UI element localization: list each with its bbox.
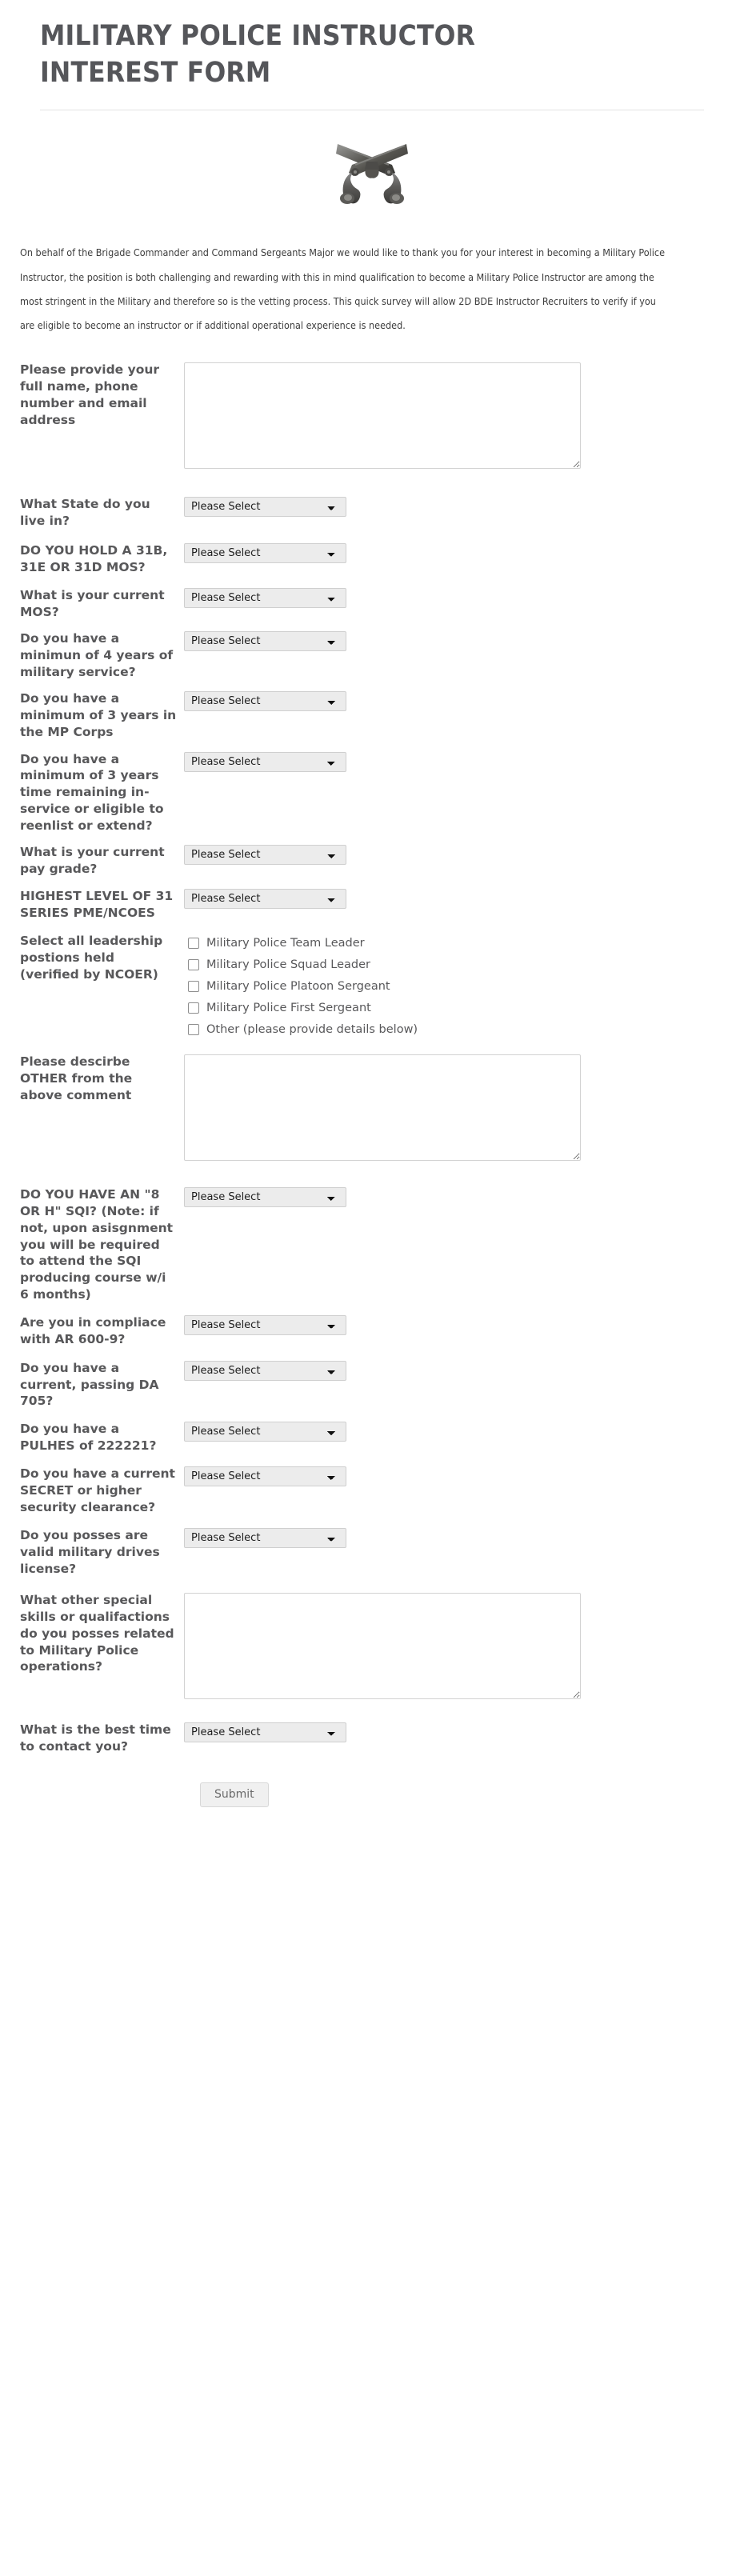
checkbox-label: Military Police First Sergeant <box>206 1001 371 1014</box>
select-best-contact-time[interactable] <box>184 1722 346 1742</box>
field-label-describe-other: Please descirbe OTHER from the above comment <box>20 1054 133 1102</box>
form-row-pme-ncoes <box>0 888 744 922</box>
field-label-special-skills: What other special skills or qualifactions do you posses related to Military Police operations? <box>20 1592 174 1674</box>
select-military-drivers-license[interactable] <box>184 1528 346 1548</box>
field-control-current-mos <box>184 587 744 608</box>
field-control-contact-info <box>184 362 744 469</box>
select-pay-grade[interactable] <box>184 845 346 865</box>
checkbox-item[interactable] <box>184 955 744 974</box>
field-label-mos-held: DO YOU HOLD A 31B, 31E OR 31D MOS? <box>20 543 168 574</box>
form-fields <box>0 362 744 1754</box>
form-row-describe-other <box>0 1054 744 1161</box>
field-control-security-clearance <box>184 1466 744 1486</box>
form-row-best-contact-time <box>0 1722 744 1755</box>
field-control-four-years-service <box>184 630 744 651</box>
form-row-three-years-remaining <box>0 751 744 834</box>
form-row-sqi-8-or-h <box>0 1186 744 1303</box>
select-da-705[interactable] <box>184 1361 346 1381</box>
form-row-special-skills <box>0 1592 744 1699</box>
field-label-da-705: Do you have a current, passing DA 705? <box>20 1360 159 1409</box>
field-label-pay-grade: What is your current pay grade? <box>20 844 165 876</box>
field-control-special-skills <box>184 1592 744 1699</box>
crossed-pistols-military-police-insignia-icon <box>320 130 424 206</box>
field-label-contact-info: Please provide your full name, phone number and email address <box>20 362 160 427</box>
field-control-pay-grade <box>184 844 744 865</box>
field-label-leadership-positions: Select all leadership postions held (verified by NCOER) <box>20 934 163 982</box>
select-three-years-mp-corps[interactable] <box>184 691 346 711</box>
field-label-three-years-remaining: Do you have a minimum of 3 years time remaining in-service or eligible to reenlist or extend? <box>20 751 164 833</box>
select-state[interactable] <box>184 497 346 517</box>
form-row-mos-held <box>0 542 744 576</box>
page-title: MILITARY POLICE INSTRUCTOR INTEREST FORM <box>40 20 476 90</box>
textarea-special-skills[interactable] <box>184 1593 581 1699</box>
field-label-state: What State do you live in? <box>20 497 150 529</box>
select-mos-held[interactable] <box>184 543 346 563</box>
checkbox-leadership-positions-4[interactable] <box>188 1024 199 1035</box>
form-row-contact-info <box>0 362 744 469</box>
form-row-current-mos <box>0 587 744 621</box>
select-sqi-8-or-h[interactable] <box>184 1187 346 1207</box>
form-row-three-years-mp-corps <box>0 690 744 741</box>
form-row-ar-600-9-compliance <box>0 1314 744 1348</box>
field-label-best-contact-time: What is the best time to contact you? <box>20 1722 171 1754</box>
form-row-military-drivers-license <box>0 1527 744 1578</box>
field-label-pme-ncoes: HIGHEST LEVEL OF 31 SERIES PME/NCOES <box>20 889 174 921</box>
field-control-ar-600-9-compliance <box>184 1314 744 1335</box>
form-row-four-years-service <box>0 630 744 681</box>
field-label-sqi-8-or-h: DO YOU HAVE AN "8 OR H" SQI? (Note: if not, upon asisgnment you will be required to attend the SQI producing course w/i 6 months) <box>20 1187 174 1302</box>
field-control-state <box>184 496 744 517</box>
field-label-four-years-service: Do you have a minimun of 4 years of military service? <box>20 631 174 680</box>
field-control-da-705 <box>184 1360 744 1381</box>
intro-paragraph: On behalf of the Brigade Commander and Command Sergeants Major we would like to thank you for your interest in becoming a Military Police Instructor, the position is both challenging and rewarding with this in mind qualification to become a Military Police Instructor are among the most stringent in the Military and therefore so is the vetting process. This quick survey will allow 2D BDE Instructor Recruiters to verify if you are eligible to become an instructor or if additional operational experience is needed. <box>20 246 665 332</box>
checkbox-leadership-positions-1[interactable] <box>188 959 199 970</box>
form-row-security-clearance <box>0 1466 744 1516</box>
form-row-pulhes <box>0 1421 744 1454</box>
checkbox-item[interactable] <box>184 977 744 996</box>
field-label-security-clearance: Do you have a current SECRET or higher security clearance? <box>20 1466 175 1514</box>
field-control-sqi-8-or-h <box>184 1186 744 1207</box>
field-control-military-drivers-license <box>184 1527 744 1548</box>
form-row-pay-grade <box>0 844 744 878</box>
select-pme-ncoes[interactable] <box>184 889 346 909</box>
field-label-pulhes: Do you have a PULHES of 222221? <box>20 1422 157 1454</box>
textarea-describe-other[interactable] <box>184 1054 581 1161</box>
field-control-pulhes <box>184 1421 744 1442</box>
form-row-da-705 <box>0 1360 744 1410</box>
field-control-mos-held <box>184 542 744 563</box>
form-row-state <box>0 496 744 530</box>
checkbox-item[interactable] <box>184 934 744 953</box>
checkbox-label: Other (please provide details below) <box>206 1022 418 1036</box>
select-three-years-remaining[interactable] <box>184 752 346 772</box>
checkbox-leadership-positions-3[interactable] <box>188 1002 199 1014</box>
field-control-leadership-positions <box>184 933 744 1039</box>
field-label-current-mos: What is your current MOS? <box>20 587 165 619</box>
checkbox-leadership-positions-2[interactable] <box>188 981 199 992</box>
select-four-years-service[interactable] <box>184 631 346 651</box>
select-security-clearance[interactable] <box>184 1466 346 1486</box>
submit-button[interactable]: Submit <box>200 1782 269 1807</box>
textarea-contact-info[interactable] <box>184 362 581 469</box>
field-control-describe-other <box>184 1054 744 1161</box>
checkbox-item[interactable] <box>184 998 744 1018</box>
field-control-three-years-remaining <box>184 751 744 772</box>
checkbox-label: Military Police Team Leader <box>206 936 365 950</box>
field-control-best-contact-time <box>184 1722 744 1742</box>
select-current-mos[interactable] <box>184 588 346 608</box>
form-row-leadership-positions <box>0 933 744 1039</box>
checkbox-group-leadership-positions <box>184 934 744 1039</box>
field-label-ar-600-9-compliance: Are you in compliace with AR 600-9? <box>20 1315 166 1346</box>
select-ar-600-9-compliance[interactable] <box>184 1315 346 1335</box>
submit-row <box>0 1782 744 1846</box>
field-label-three-years-mp-corps: Do you have a minimum of 3 years in the MP Corps <box>20 690 177 739</box>
checkbox-leadership-positions-0[interactable] <box>188 938 199 949</box>
checkbox-label: Military Police Platoon Sergeant <box>206 979 390 993</box>
select-pulhes[interactable] <box>184 1422 346 1442</box>
checkbox-item[interactable] <box>184 1020 744 1039</box>
checkbox-label: Military Police Squad Leader <box>206 958 370 971</box>
field-control-three-years-mp-corps <box>184 690 744 711</box>
field-control-pme-ncoes <box>184 888 744 909</box>
emblem-container <box>0 130 744 210</box>
field-label-military-drivers-license: Do you posses are valid military drives license? <box>20 1528 160 1577</box>
